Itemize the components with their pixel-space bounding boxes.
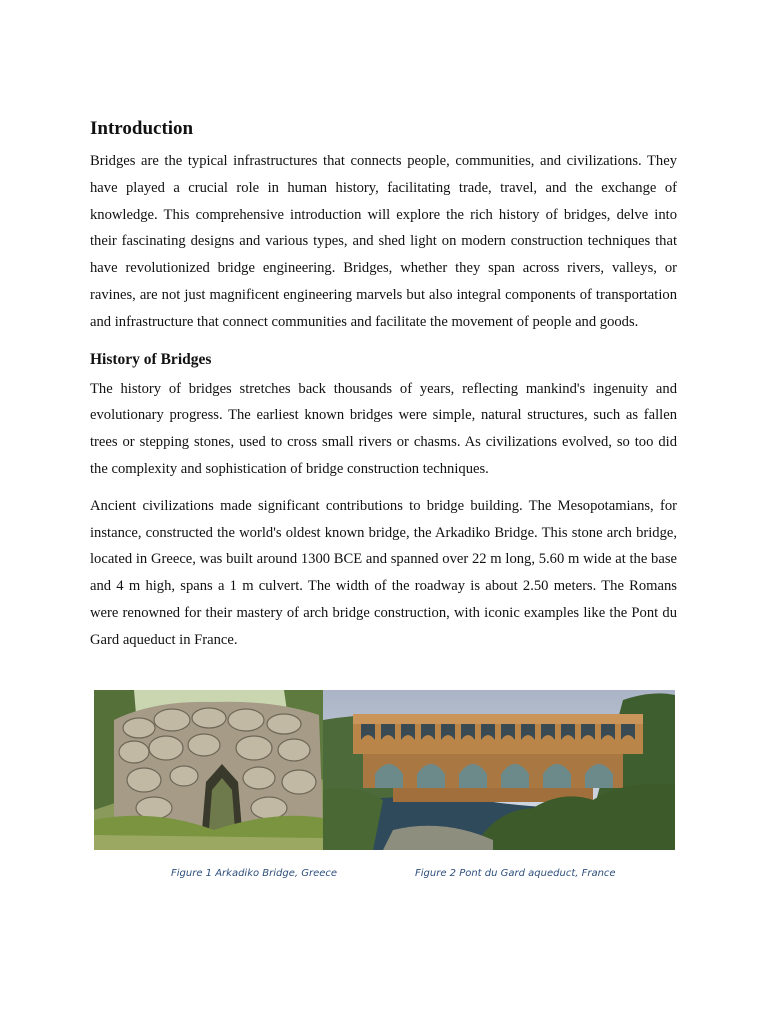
figure-2-caption: Figure 2 Pont du Gard aqueduct, France xyxy=(415,868,616,879)
figure-row xyxy=(94,690,675,850)
page-title: Introduction xyxy=(90,118,194,139)
arkadiko-bridge-image xyxy=(94,690,323,850)
document-body xyxy=(90,116,677,664)
pont-du-gard-image xyxy=(323,690,675,850)
history-paragraph-1: The history of bridges stretches back thousands of years, reflecting mankind's ingenuity and evolutionary progress. The earliest known bridges were simple, natural structures, such as fallen trees or stepping stones, used to cross small rivers or chasms. As civilizations evolved, so too did the complexity and sophistication of bridge construction techniques. xyxy=(90,380,677,477)
figure-1-caption: Figure 1 Arkadiko Bridge, Greece xyxy=(171,868,338,879)
section-heading-history: History of Bridges xyxy=(90,350,212,368)
intro-paragraph: Bridges are the typical infrastructures that connects people, communities, and civilizations. They have played a crucial role in human history, facilitating trade, travel, and the exchange of knowledge. This comprehensive introduction will explore the rich history of bridges, delve into their fascinating designs and various types, and shed light on modern construction techniques that have revolutionized bridge engineering. Bridges, whether they span across rivers, valleys, or ravines, are not just magnificent engineering marvels but also integral components of transportation and infrastructure that connect communities and facilitate the movement of people and goods. xyxy=(90,153,677,330)
history-paragraph-2: Ancient civilizations made significant contributions to bridge building. The Mesopotamians, for instance, constructed the world's oldest known bridge, the Arkadiko Bridge. This stone arch bridge, located in Greece, was built around 1300 BCE and spanned over 22 m long, 5.60 m wide at the base and 4 m high, spans a 1 m culvert. The width of the roadway is about 2.50 meters. The Romans were renowned for their mastery of arch bridge construction, with iconic examples like the Pont du Gard aqueduct in France. xyxy=(90,497,677,648)
